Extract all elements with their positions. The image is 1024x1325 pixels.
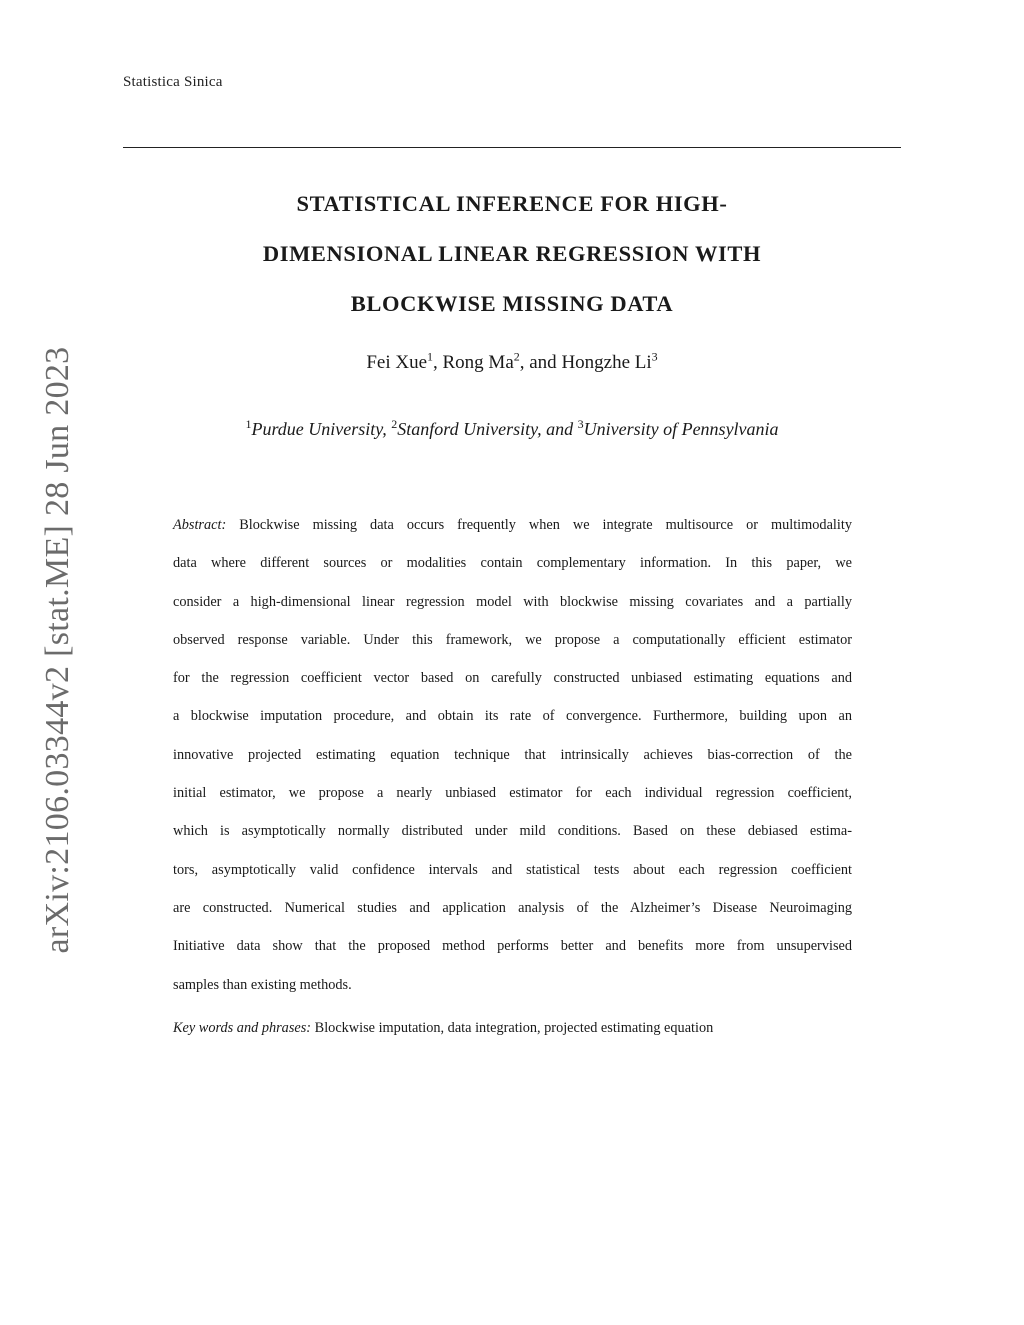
abstract-line: Initiative data show that the proposed method performs better and benefits more from unsupervised	[173, 938, 852, 955]
abstract-line: tors, asymptotically valid confidence intervals and statistical tests about each regression coefficient	[173, 861, 852, 878]
author-separator: , and	[519, 352, 562, 373]
author-name: Fei Xue	[366, 352, 427, 373]
abstract-line: innovative projected estimating equation technique that intrinsically achieves bias-correction of the	[173, 746, 852, 763]
keywords	[173, 1020, 852, 1037]
author-name: Hongzhe Li	[561, 352, 652, 373]
affiliation-mark: 1	[245, 417, 252, 431]
affiliation-name: Stanford University, and	[397, 419, 574, 439]
title-line: BLOCKWISE MISSING DATA	[350, 291, 674, 316]
abstract	[173, 506, 852, 1004]
arxiv-stamp: arXiv:2106.03344v2 [stat.ME] 28 Jun 2023	[39, 346, 76, 954]
author-separator: ,	[433, 352, 443, 373]
author-list	[123, 349, 901, 374]
keywords-text: Blockwise imputation, data integration, projected estimating equation	[314, 1020, 714, 1036]
abstract-line: initial estimator, we propose a nearly unbiased estimator for each individual regression coefficient,	[173, 785, 852, 802]
abstract-line: data where different sources or modalities contain complementary information. In this paper, we	[173, 555, 852, 572]
title-line: DIMENSIONAL LINEAR REGRESSION WITH	[262, 241, 762, 266]
affiliation-mark: 2	[391, 417, 398, 431]
abstract-line: samples than existing methods.	[173, 976, 352, 993]
affiliation-list	[123, 419, 901, 440]
journal-name: Statistica Sinica	[123, 74, 223, 90]
keywords-label: Key words and phrases:	[173, 1020, 312, 1036]
abstract-text: Blockwise missing data occurs frequently when we integrate multisource or multimodality	[239, 517, 852, 533]
author-name: Rong Ma	[442, 352, 514, 373]
title-line: STATISTICAL INFERENCE FOR HIGH-	[296, 191, 728, 216]
abstract-line: are constructed. Numerical studies and application analysis of the Alzheimer’s Disease Neuroimaging	[173, 899, 852, 916]
author-mark: 3	[651, 349, 658, 364]
affiliation-mark: 3	[577, 417, 584, 431]
affiliation-name: University of Pennsylvania	[583, 419, 779, 439]
paper-title	[123, 179, 901, 329]
abstract-label: Abstract:	[173, 517, 227, 533]
abstract-line: observed response variable. Under this framework, we propose a computationally efficient estimator	[173, 631, 852, 648]
abstract-line: which is asymptotically normally distributed under mild conditions. Based on these debiased estima-	[173, 823, 852, 840]
author-mark: 2	[513, 349, 520, 364]
author-mark: 1	[427, 349, 433, 364]
affiliation-name: Purdue University,	[251, 419, 387, 439]
abstract-line: consider a high-dimensional linear regression model with blockwise missing covariates and a partially	[173, 593, 852, 610]
abstract-line	[173, 506, 852, 544]
abstract-line: for the regression coefficient vector based on carefully constructed unbiased estimating equations and	[173, 670, 852, 687]
header-rule	[123, 147, 901, 148]
abstract-line: a blockwise imputation procedure, and obtain its rate of convergence. Furthermore, building upon an	[173, 708, 852, 725]
